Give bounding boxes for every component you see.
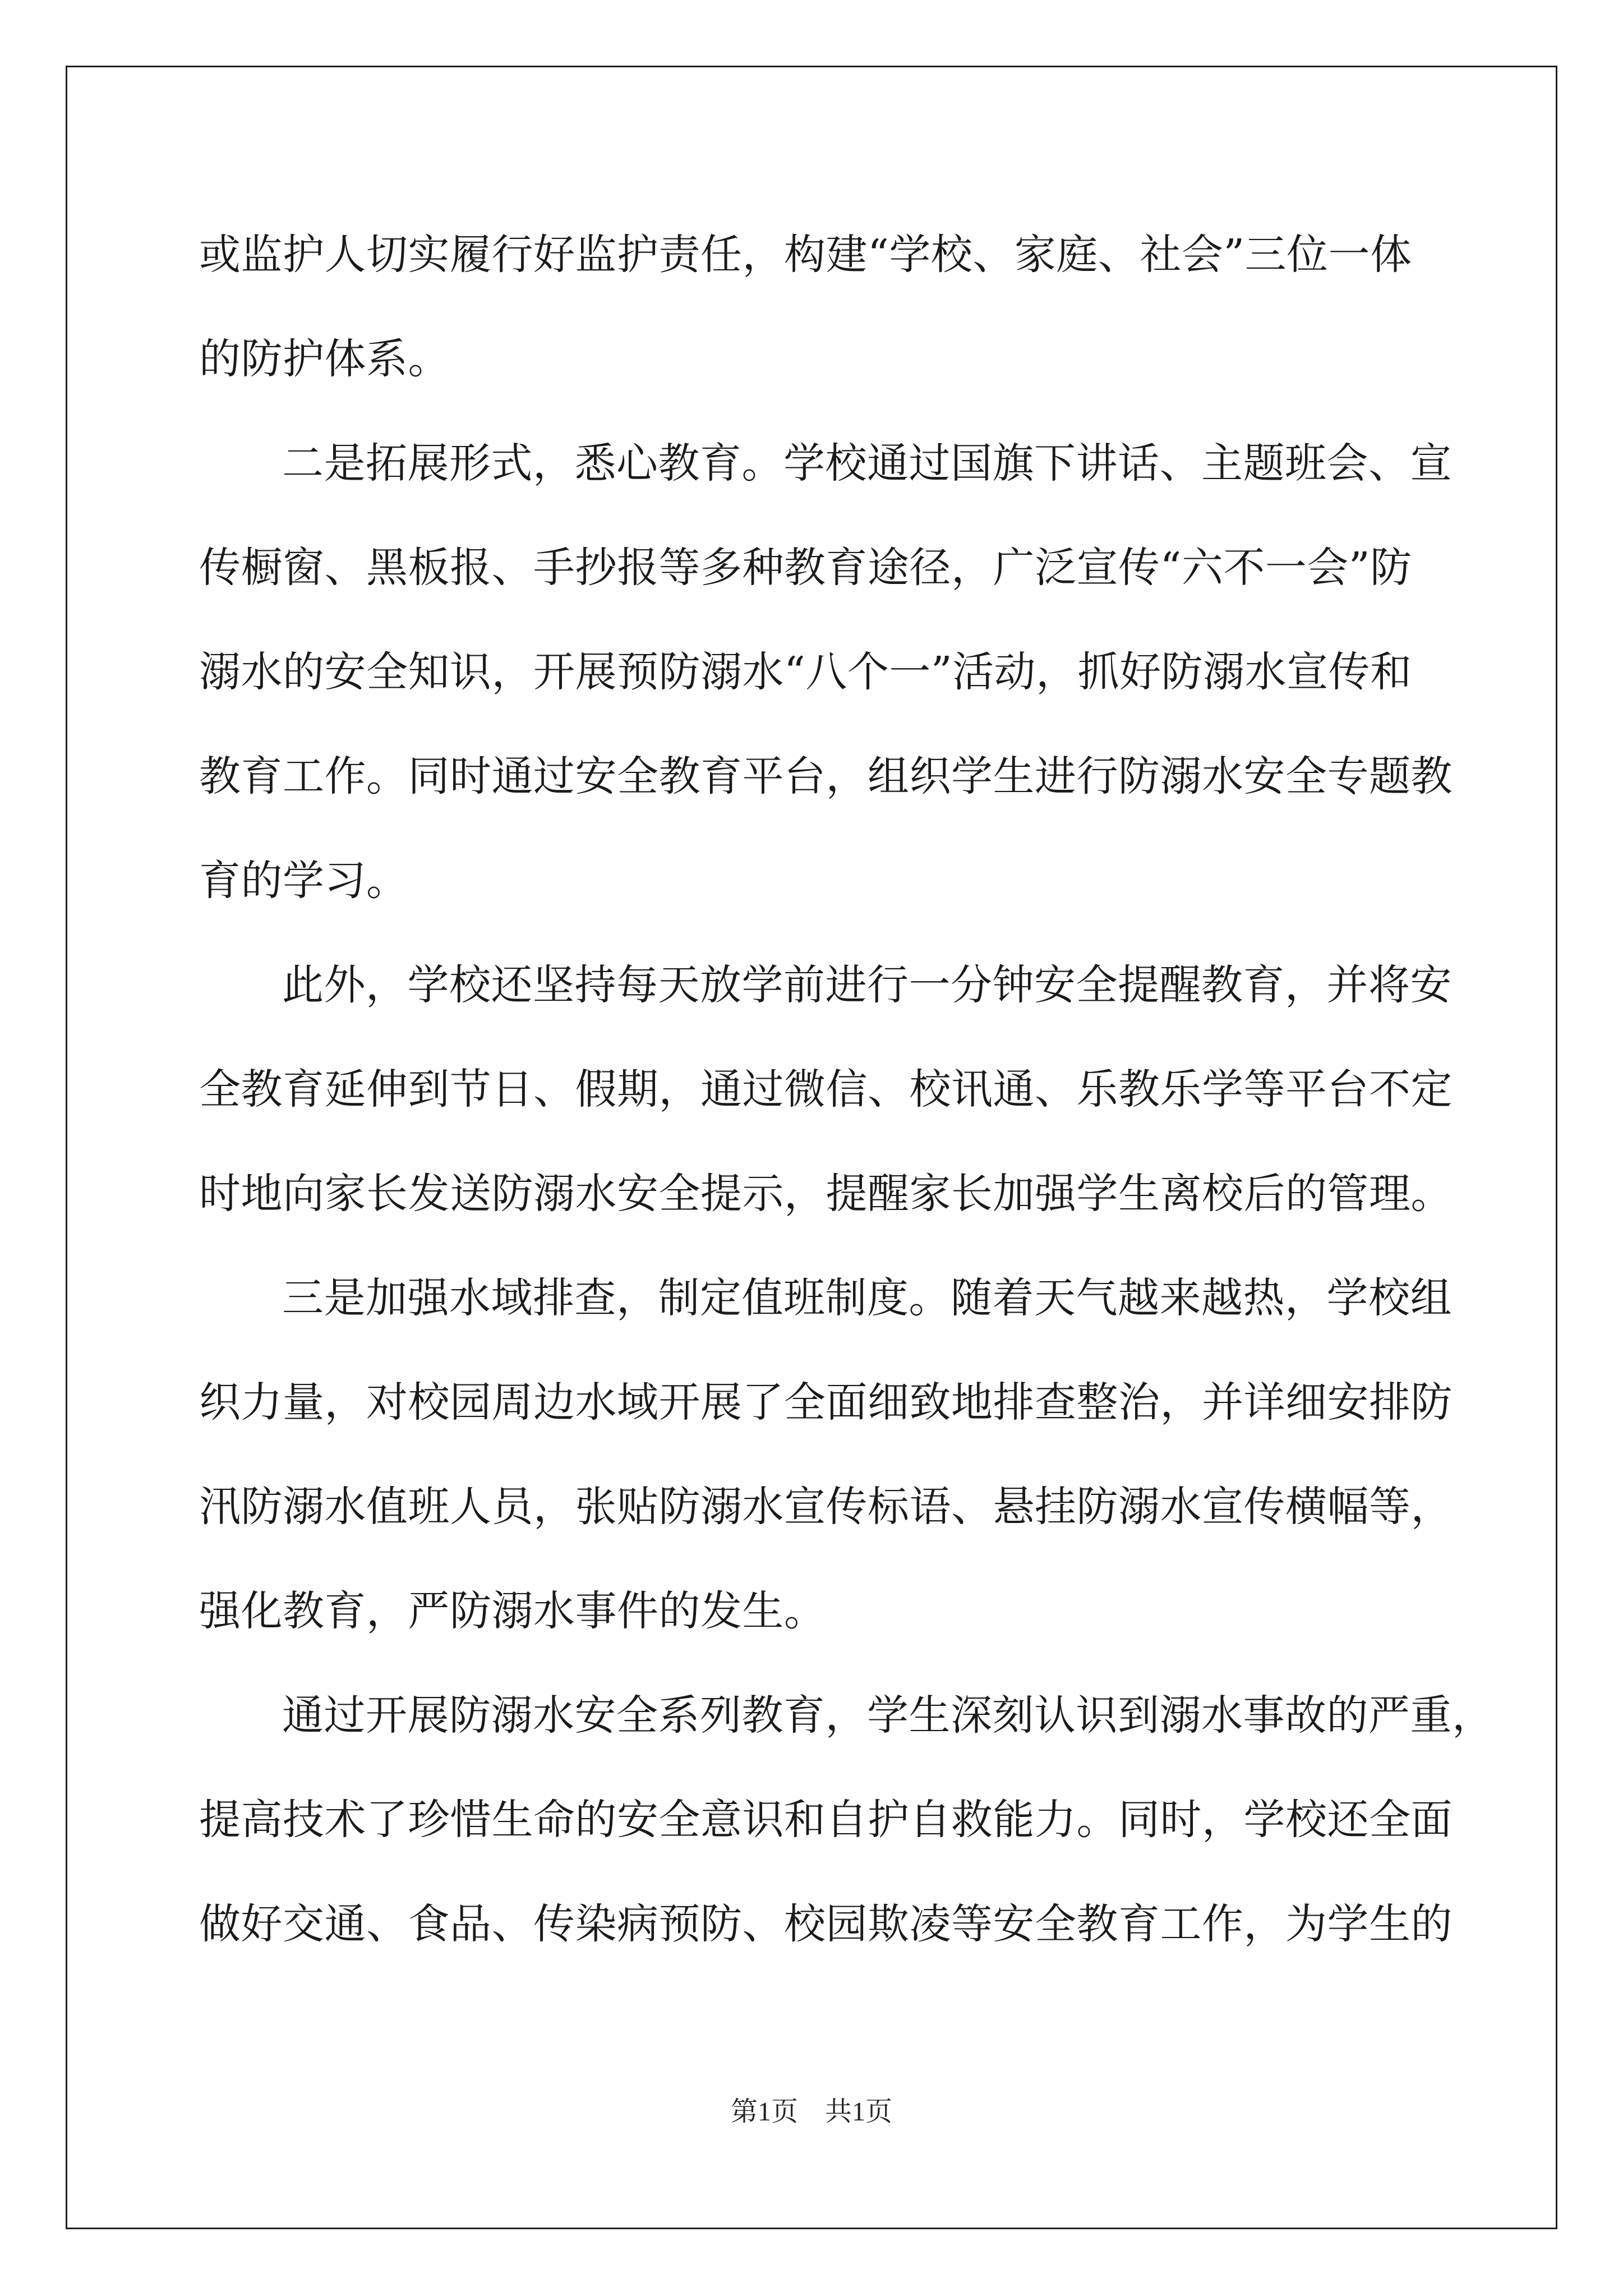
text-line: 育的学习。	[199, 857, 408, 905]
paragraph-start-line: 三是加强水域排查，制定值班制度。随着天气越来越热，学校组	[282, 1274, 1452, 1322]
text-line: 织力量，对校园周边水域开展了全面细致地排查整治，并详细安排防	[199, 1378, 1453, 1427]
paragraph-start-line: 此外，学校还坚持每天放学前进行一分钟安全提醒教育，并将安	[282, 961, 1452, 1009]
text-line: 或监护人切实履行好监护责任，构建“学校、家庭、社会”三位一体	[199, 231, 1412, 279]
text-line: 强化教育，严防溺水事件的发生。	[199, 1587, 826, 1635]
text-line: 汛防溺水值班人员，张贴防溺水宣传标语、悬挂防溺水宣传横幅等，	[199, 1483, 1453, 1531]
page-number: 第1页	[730, 2097, 798, 2127]
text-line: 做好交通、食品、传染病预防、校园欺凌等安全教育工作，为学生的	[199, 1900, 1453, 1948]
text-line: 溺水的安全知识，开展预防溺水“八个一”活动，抓好防溺水宣传和	[199, 648, 1412, 696]
text-line: 的防护体系。	[199, 335, 450, 383]
text-line: 时地向家长发送防溺水安全提示，提醒家长加强学生离校后的管理。	[199, 1170, 1453, 1218]
text-line: 传橱窗、黑板报、手抄报等多种教育途径，广泛宣传“六不一会”防	[199, 544, 1412, 592]
paragraph-start-line: 二是拓展形式，悉心教育。学校通过国旗下讲话、主题班会、宣	[282, 439, 1452, 487]
paragraph-start-line: 通过开展防溺水安全系列教育，学生深刻认识到溺水事故的严重，	[282, 1691, 1494, 1740]
text-line: 全教育延伸到节日、假期，通过微信、校讯通、乐教乐学等平台不定	[199, 1065, 1453, 1114]
text-line: 提高技术了珍惜生命的安全意识和自护自救能力。同时，学校还全面	[199, 1796, 1453, 1844]
page-total: 共1页	[825, 2097, 893, 2127]
text-line: 教育工作。同时通过安全教育平台，组织学生进行防溺水安全专题教	[199, 752, 1453, 800]
page-footer	[0, 2095, 1623, 2129]
